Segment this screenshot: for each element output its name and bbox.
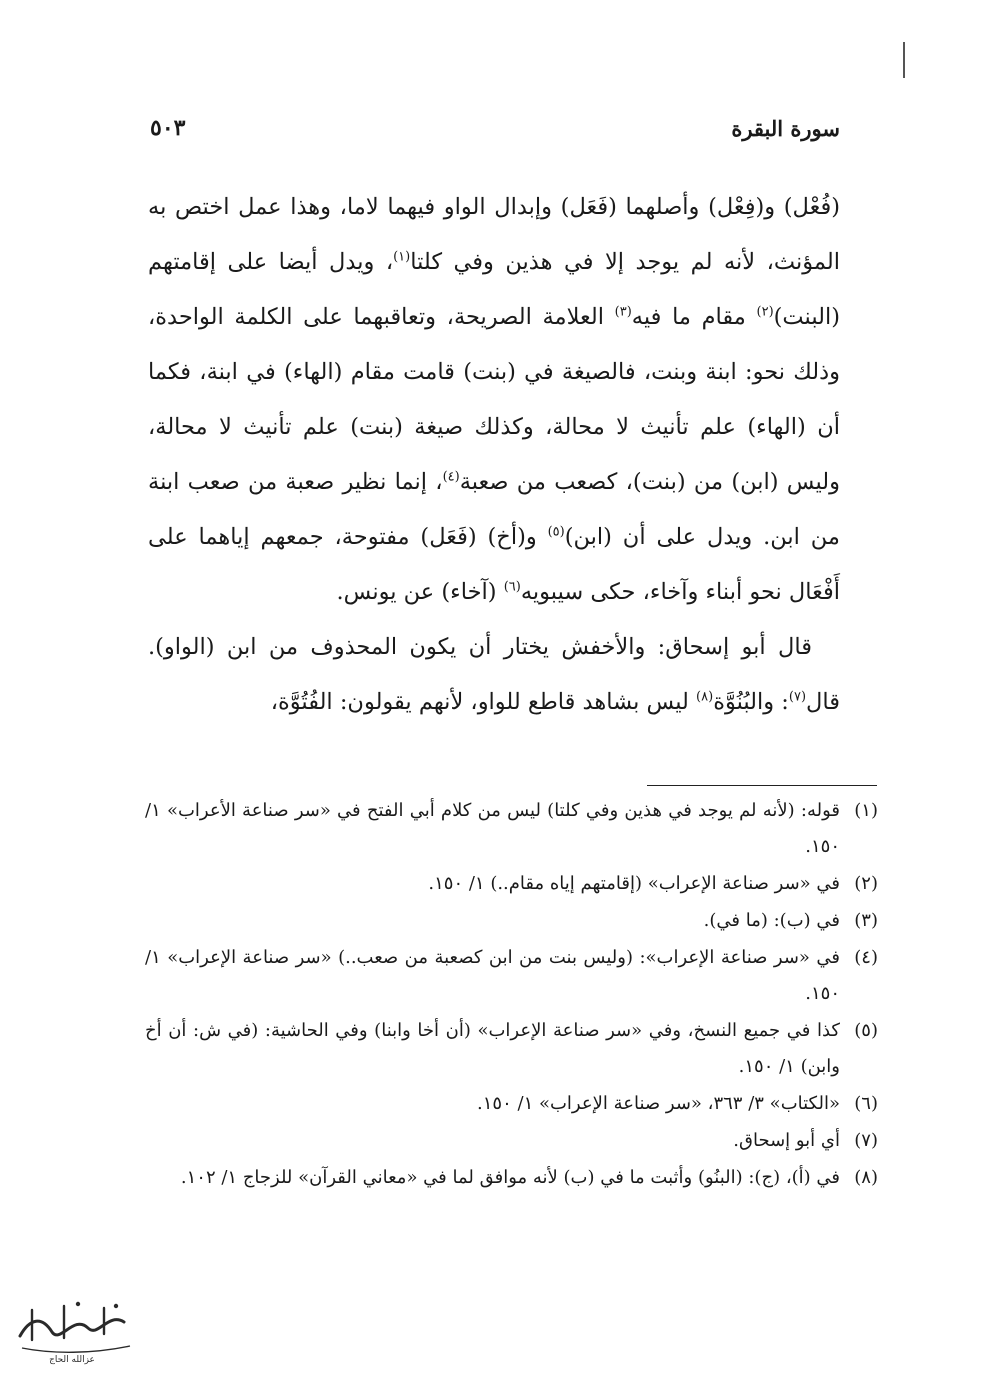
footnote <box>145 903 878 939</box>
footnote-ref: (٢) <box>756 304 774 320</box>
text-segment: (فُعْل) و(فِعْل) وأصلهما (فَعَل) وإبدال الواو فيهما لاما، وهذا عمل اختص به المؤنث، لأنه لم يوجد إلا في هذين وفي كلتا <box>148 194 840 275</box>
footnote <box>145 1013 878 1085</box>
footnote-ref: (٨) <box>696 689 714 705</box>
footnote-number: (٨) <box>854 1167 878 1188</box>
page-header <box>150 112 840 144</box>
text-segment: ، إنما نظير صعبة من صعب ابنة من ابن. ويدل على أن (ابن) <box>148 469 840 550</box>
text-segment: قال أبو إسحاق: والأخفش يختار أن يكون المحذوف من ابن (الواو). قال <box>148 634 840 715</box>
footnote-text: في «سر صناعة الإعراب» (إقامتهم إياه مقام..) ١/ ١٥٠. <box>428 873 840 894</box>
page-number: ٥٠٣ <box>150 115 186 141</box>
footnote-ref: (٣) <box>614 304 632 320</box>
footnote <box>145 1160 878 1196</box>
body-paragraph <box>148 180 840 620</box>
footnote-number: (٧) <box>854 1130 878 1151</box>
page-edge-mark <box>903 42 905 78</box>
footnote-number: (٢) <box>854 873 878 894</box>
logo-sub-text: عزالله الحاج <box>49 1355 95 1365</box>
surah-title: سورة البقرة <box>731 115 840 141</box>
text-segment: ليس بشاهد قاطع للواو، لأنهم يقولون: الفُتُوَّة، <box>270 689 697 715</box>
body-paragraph <box>148 620 840 730</box>
footnotes <box>145 793 878 1197</box>
footnote <box>145 1123 878 1159</box>
footnote-text: «الكتاب» ٣/ ٣٦٣، «سر صناعة الإعراب» ١/ ١٥٠. <box>477 1093 840 1114</box>
footnote-text: في (أ)، (ج): (البنُو) وأثبت ما في (ب) لأنه موافق لما في «معاني القرآن» للزجاج ١/ ١٠٢. <box>180 1167 840 1188</box>
text-segment: و(أخ) (فَعَل) مفتوحة، جمعهم إياهما على أَفْعَال نحو أبناء وآخاء، حكى سيبويه <box>148 524 840 605</box>
footnote-number: (٥) <box>854 1020 878 1041</box>
footnote-number: (٣) <box>854 910 878 931</box>
footnote-text: كذا في جميع النسخ، وفي «سر صناعة الإعراب» (أن أخا وابنا) وفي الحاشية: (في ش: أن أخ وابن) ١/ ١٥٠. <box>145 1020 840 1077</box>
text-segment: ، ويدل أيضا على إقامتهم (البنت) <box>148 249 840 330</box>
footnote <box>145 793 878 865</box>
text-segment: (آخاء) عن يونس. <box>336 579 504 605</box>
footnote-ref: (٥) <box>547 524 565 540</box>
footnote <box>145 940 878 1012</box>
footnote-number: (٤) <box>854 947 878 968</box>
footnote-ref: (٦) <box>503 579 521 595</box>
footnote-number: (١) <box>854 800 878 821</box>
footnote-text: في «سر صناعة الإعراب»: (وليس بنت من ابن كصعبة من صعب..) «سر صناعة الإعراب» ١/ ١٥٠. <box>145 947 840 1004</box>
footnote-text: أي أبو إسحاق. <box>733 1130 840 1151</box>
main-text <box>148 180 840 730</box>
footnote-ref: (١) <box>393 249 411 265</box>
publisher-logo <box>12 1288 142 1368</box>
footnote-text: قوله: (لأنه لم يوجد في هذين وفي كلتا) ليس من كلام أبي الفتح في «سر صناعة الأعراب» ١/ ١٥٠. <box>145 800 840 857</box>
footnote-text: في (ب): (ما في). <box>703 910 840 931</box>
footnote-number: (٦) <box>854 1093 878 1114</box>
text-segment: : والبُنُوَّة <box>713 689 789 715</box>
text-segment: مقام ما فيه <box>631 304 757 330</box>
footnote-ref: (٤) <box>442 469 460 485</box>
footnote <box>145 1086 878 1122</box>
text-segment: العلامة الصريحة، وتعاقبهما على الكلمة الواحدة، وذلك نحو: ابنة وبنت، فالصيغة في (بنت) قامت مقام (الهاء) في ابنة، فكما أن (الهاء) علم تأنيث لا محالة، وكذلك صيغة (بنت) علم تأنيث لا محالة، وليس (ابن) من (بنت)، كصعب من صعبة <box>148 304 840 495</box>
footnote-ref: (٧) <box>788 689 807 705</box>
publisher-logo-graphic <box>12 1288 142 1368</box>
footnote <box>145 866 878 902</box>
footnote-separator <box>647 785 877 786</box>
